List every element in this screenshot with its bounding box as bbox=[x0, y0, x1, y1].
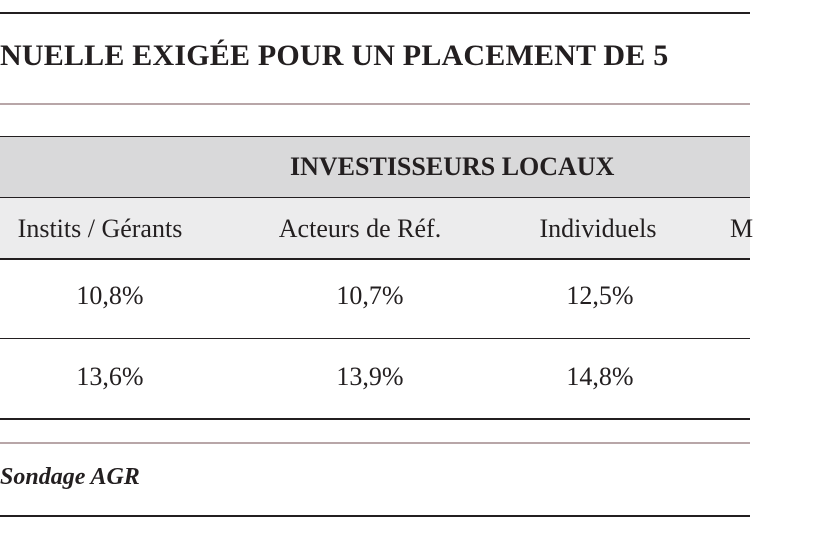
column-header-individuels: Individuels bbox=[539, 214, 657, 243]
source-top-rule bbox=[0, 442, 750, 444]
table-cell-r1-c3: 12,5% bbox=[566, 281, 634, 310]
table-bottom-rule bbox=[0, 418, 750, 420]
group-header-investisseurs-locaux: INVESTISSEURS LOCAUX bbox=[290, 152, 615, 181]
row-divider bbox=[0, 338, 750, 339]
column-header-acteurs-de-ref: Acteurs de Réf. bbox=[278, 214, 442, 243]
table-title: NUELLE EXIGÉE POUR UN PLACEMENT DE 5 bbox=[0, 39, 669, 72]
header-bottom-rule bbox=[0, 258, 750, 260]
group-top-rule bbox=[0, 136, 750, 137]
column-header-truncated: M bbox=[730, 214, 754, 243]
table-cell-r2-c1: 13,6% bbox=[76, 362, 144, 391]
column-header-instits-gerants: Instits / Gérants bbox=[17, 214, 183, 243]
title-rule bbox=[0, 103, 750, 105]
top-border bbox=[0, 12, 750, 14]
header-top-rule bbox=[0, 197, 750, 198]
table-cell-r1-c2: 10,7% bbox=[336, 281, 404, 310]
table-cell-r1-c1: 10,8% bbox=[76, 281, 144, 310]
source-note: Sondage AGR bbox=[0, 464, 140, 490]
table-cell-r2-c3: 14,8% bbox=[566, 362, 634, 391]
bottom-border bbox=[0, 515, 750, 517]
table-cell-r2-c2: 13,9% bbox=[336, 362, 404, 391]
